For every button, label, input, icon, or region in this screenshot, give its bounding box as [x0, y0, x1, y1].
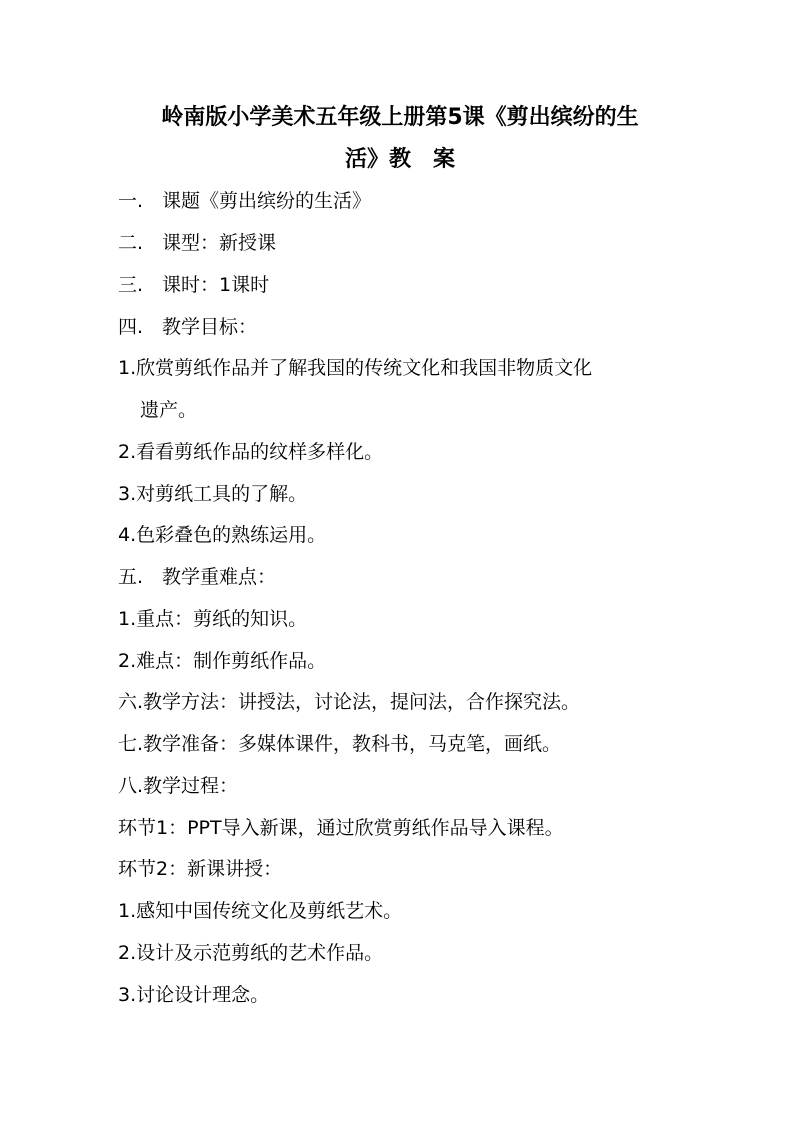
- section-topic: 一. 课题《剪出缤纷的生活》: [118, 190, 372, 212]
- process-substep-2: 2.设计及示范剪纸的艺术作品。: [118, 942, 384, 964]
- document-title-line-2: 活》教 案: [344, 147, 455, 172]
- section-lesson-type: 二. 课型：新授课: [118, 232, 277, 254]
- objective-item-3: 3.对剪纸工具的了解。: [118, 483, 308, 505]
- section-teaching-process-heading: 八.教学过程：: [118, 775, 239, 797]
- process-substep-3: 3.讨论设计理念。: [118, 984, 270, 1006]
- document-title-line-1: 岭南版小学美术五年级上册第5课《剪出缤纷的生: [161, 105, 639, 130]
- process-step-1: 环节1：PPT导入新课，通过欣赏剪纸作品导入课程。: [118, 817, 564, 839]
- key-point-item-1: 1.重点：剪纸的知识。: [118, 608, 308, 630]
- section-teaching-methods: 六.教学方法：讲授法，讨论法，提问法，合作探究法。: [118, 691, 581, 713]
- process-substep-1: 1.感知中国传统文化及剪纸艺术。: [118, 900, 403, 922]
- objective-item-1-continued: 遗产。: [140, 399, 198, 421]
- objective-item-4: 4.色彩叠色的熟练运用。: [118, 524, 327, 546]
- section-teaching-preparation: 七.教学准备：多媒体课件，教科书，马克笔，画纸。: [118, 733, 562, 755]
- key-point-item-2: 2.难点：制作剪纸作品。: [118, 650, 327, 672]
- process-step-2: 环节2：新课讲授：: [118, 858, 283, 880]
- objective-item-1: 1.欣赏剪纸作品并了解我国的传统文化和我国非物质文化: [118, 357, 593, 379]
- section-objectives-heading: 四. 教学目标：: [118, 316, 258, 338]
- objective-item-2: 2.看看剪纸作品的纹样多样化。: [118, 441, 384, 463]
- section-class-hours: 三. 课时：1课时: [118, 274, 270, 296]
- section-key-points-heading: 五. 教学重难点：: [118, 566, 277, 588]
